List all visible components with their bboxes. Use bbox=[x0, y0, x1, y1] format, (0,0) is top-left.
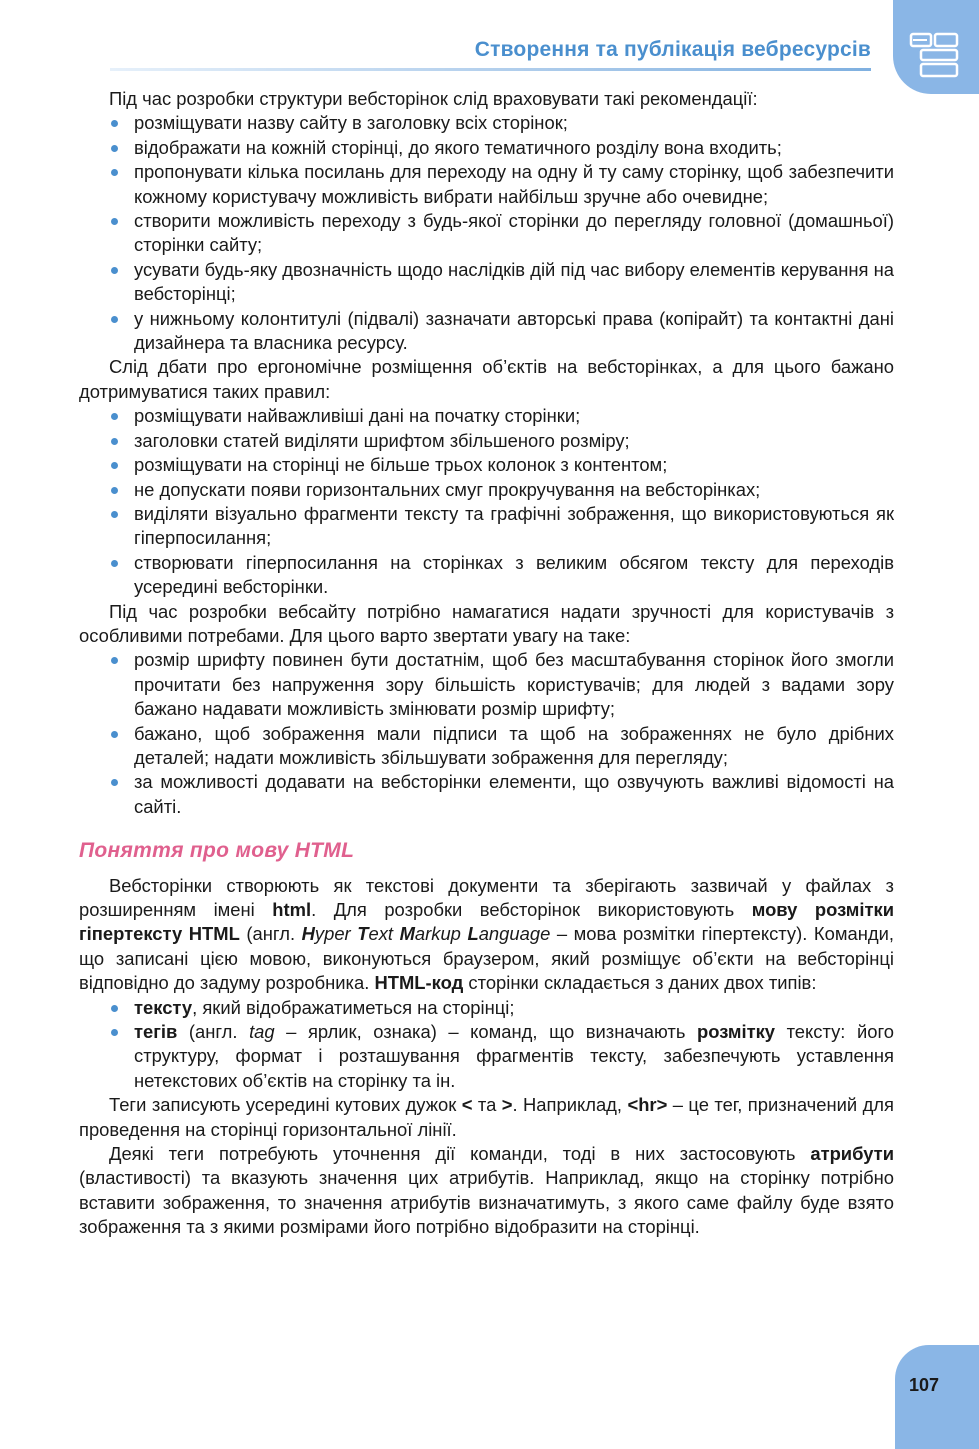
text: сторінки складається з даних двох типів: bbox=[463, 972, 817, 994]
term: тегів bbox=[134, 1021, 178, 1043]
abbr-expansion bbox=[302, 923, 551, 944]
abbr-letter: H bbox=[301, 923, 315, 945]
list-item: створювати гіперпосилання на сторінках з великим обсягом тексту для переходів усередині вебсторінки. bbox=[134, 551, 894, 600]
webpage-layout-icon bbox=[909, 30, 959, 80]
abbr-letter: L bbox=[467, 923, 479, 945]
list-item: створити можливість переходу з будь-якої сторінки до перегляду головної (домашньої) сторінки сайту; bbox=[134, 209, 894, 258]
paragraph: Слід дбати про ергономічне розміщення об’єктів на вебсторінках, а для цього бажано дотримуватися таких правил: bbox=[79, 356, 894, 402]
text: arkup bbox=[414, 923, 468, 945]
term: HTML-код bbox=[374, 972, 464, 994]
text: yper bbox=[314, 923, 358, 945]
page-content bbox=[79, 87, 894, 1240]
term: тексту bbox=[134, 996, 193, 1018]
text: (англ. bbox=[239, 923, 302, 945]
text: тексту: його структуру, формат і розташування фрагментів тексту, забезпечують уставлення нетекстових об’єктів на сторінку та ін. bbox=[134, 1021, 894, 1091]
text: . Для розробки вебсторінок використовують bbox=[311, 899, 752, 920]
paragraph bbox=[79, 874, 894, 996]
term: > bbox=[501, 1094, 513, 1116]
term: < bbox=[461, 1094, 473, 1116]
list-item: пропонувати кілька посилань для переходу на одну й ту саму сторінку, щоб забезпечити кожному користувачу можливість вибрати найбільш зручне або очевидне; bbox=[134, 160, 894, 209]
accessibility-list bbox=[79, 648, 894, 819]
text: – ярлик, ознака) – команд, що визначають bbox=[274, 1021, 697, 1043]
list-item: розміщувати на сторінці не більше трьох колонок з контентом; bbox=[134, 453, 894, 477]
term: мову розмітки гіпертексту HTML bbox=[79, 899, 895, 945]
list-item: відображати на кожній сторінці, до якого тематичного розділу вона входить; bbox=[134, 136, 894, 160]
list-item: у нижньому колонтитулі (підвалі) зазначати авторські права (копірайт) та контактні дані дизайнера та власника ресурсу. bbox=[134, 307, 894, 356]
paragraph: Під час розробки вебсайту потрібно намагатися надати зручності для користувачів з особливими потребами. Для цього варто звертати увагу на таке: bbox=[79, 600, 894, 646]
paragraph: Під час розробки структури вебсторінок слід враховувати такі рекомендації: bbox=[109, 88, 758, 109]
section-heading: Поняття про мову HTML bbox=[79, 839, 355, 863]
term: <hr> bbox=[627, 1094, 668, 1116]
list-item bbox=[134, 996, 894, 1020]
list-item: розміщувати назву сайту в заголовку всіх сторінок; bbox=[134, 111, 894, 135]
list-item: не допускати появи горизонтальних смуг прокручування на вебсторінках; bbox=[134, 478, 894, 502]
list-item: виділяти візуально фрагменти тексту та графічні зображення, що використовуються як гіперпосилання; bbox=[134, 502, 894, 551]
list-item: бажано, щоб зображення мали підписи та щоб на зображеннях не було дрібних деталей; надати можливість збільшувати зображення для перегляду; bbox=[134, 722, 894, 771]
text: Теги записують усередині кутових дужок bbox=[109, 1094, 462, 1116]
list-item: заголовки статей виділяти шрифтом збільшеного розміру; bbox=[134, 429, 894, 453]
text: та bbox=[472, 1094, 502, 1116]
text: . Наприклад, bbox=[512, 1094, 628, 1116]
recommendations-list bbox=[79, 111, 894, 355]
term: атрибути bbox=[810, 1143, 894, 1165]
list-item: за можливості додавати на вебсторінки елементи, що озвучують важливі відомості на сайті. bbox=[134, 770, 894, 819]
list-item: розмір шрифту повинен бути достатнім, щоб без масштабування сторінок його змогли прочитати без напруження зору більшість користувачів; для людей з вадами зору бажано надавати можливість змінювати розмір шрифту; bbox=[134, 648, 894, 721]
list-item: розміщувати найважливіші дані на початку сторінки; bbox=[134, 404, 894, 428]
list-item: усувати будь-яку двозначність щодо наслідків дій під час вибору елементів керування на вебсторінці; bbox=[134, 258, 894, 307]
term: html bbox=[272, 899, 312, 920]
text: – мова розмітки гіпертексту). Команди, що записані цією мовою, виконуються браузером, який розміщує об’єкти на вебсторінці відповідно до задуму розробника. bbox=[79, 923, 894, 994]
term: розмітку bbox=[696, 1021, 776, 1043]
text: ext bbox=[368, 923, 400, 945]
abbr-letter: T bbox=[357, 923, 369, 945]
running-header-title: Створення та публікація вебресурсів bbox=[474, 38, 871, 61]
text: Деякі теги потребують уточнення дії команди, тоді в них застосовують bbox=[109, 1143, 811, 1165]
abbr-letter: M bbox=[399, 923, 415, 945]
text: anguage bbox=[478, 923, 551, 945]
paragraph bbox=[79, 1093, 894, 1142]
english-word: tag bbox=[249, 1021, 275, 1043]
header-rule bbox=[110, 68, 871, 71]
text: Вебсторінки створюють як текстові документи та зберігають зазвичай у файлах з розширенням імені bbox=[79, 874, 894, 920]
text: – це тег, призначений для проведення на сторінці горизонтальної лінії. bbox=[79, 1094, 894, 1140]
text: (англ. bbox=[177, 1021, 250, 1043]
text: , який відображатиметься на сторінці; bbox=[192, 996, 515, 1018]
list-item bbox=[134, 1020, 894, 1093]
paragraph bbox=[79, 1142, 894, 1240]
html-code-types-list bbox=[79, 996, 894, 1094]
page-number-tab bbox=[895, 1345, 979, 1449]
page-number: 107 bbox=[908, 1375, 939, 1395]
ergonomics-list bbox=[79, 404, 894, 599]
text: (властивості) та вказують значення цих атрибутів. Наприклад, якщо на сторінку потрібно вставити зображення, то значення атрибутів визначатимуть, з якого саме файлу буде взято зображення та з якими розмірами його потрібно відобразити на сторінці. bbox=[79, 1167, 894, 1238]
